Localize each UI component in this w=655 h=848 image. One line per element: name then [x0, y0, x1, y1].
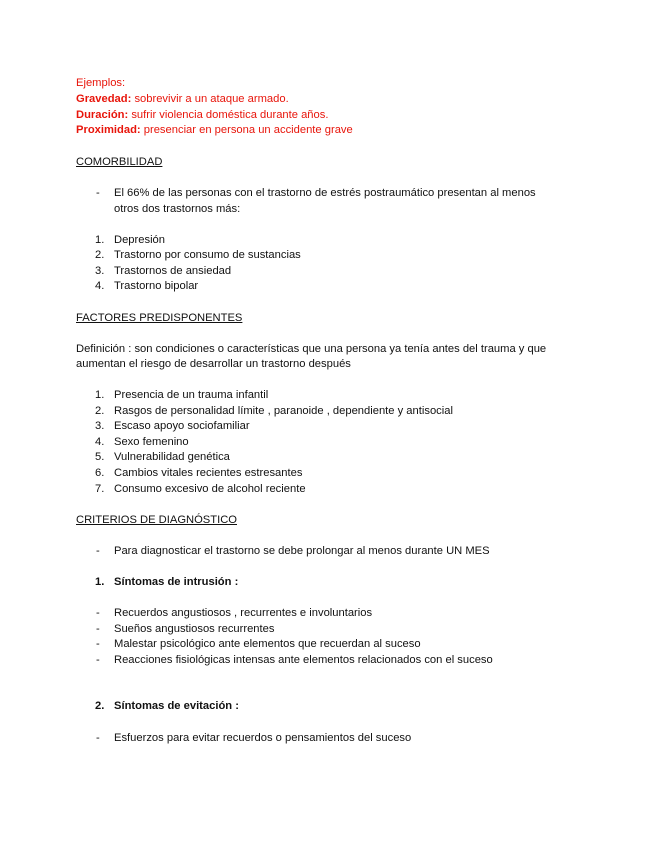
- comorbilidad-heading: COMORBILIDAD: [76, 156, 163, 168]
- criterios-heading: CRITERIOS DE DIAGNÓSTICO: [76, 514, 237, 526]
- example-gravedad: Gravedad: sobrevivir a un ataque armado.: [76, 93, 289, 105]
- document-page: Ejemplos: Gravedad: sobrevivir a un ataque armado. Duración: sufrir violencia doméstica durante años. Proximidad: presenciar en persona un accidente grave COMORBILIDAD - El 66% de las personas con el trastorno de estrés postraumático presentan al menos otros dos trastornos más: 1. Depresión 2. Trastorno por consumo de sustancias 3. Trastornos de ansiedad 4. Trastorno bipolar FACTORES PREDISPONENTES Definición : son condiciones o características que una persona ya tenía antes del trauma y que aumentan el riesgo de desarrollar un trastorno después 1. Presencia de un trauma infantil 2. Rasgos de personalidad límite , paranoide , dependiente y antisocial 3. Escaso apoyo sociofamiliar 4. Sexo femenino 5. Vulnerabilidad genética 6. Cambios vitales recientes estresantes 7. Consumo excesivo de alcohol reciente CRITERIOS DE DIAGNÓSTICO - Para diagnosticar el trastorno se debe prolongar al menos durante UN MES 1. Síntomas de intrusión : - Recuerdos angustiosos , recurrentes e involuntarios - Sueños angustiosos recurrentes - Malestar psicológico ante elementos que recuerdan al suceso - Reacciones fisiológicas intensas ante elementos relacionados con el suceso 2. Síntomas de evitación : - Esfuerzos para evitar recuerdos o pensamientos del suceso: [0, 0, 655, 848]
- factores-definition-line2: aumentan el riesgo de desarrollar un trastorno después: [76, 358, 351, 370]
- factores-heading: FACTORES PREDISPONENTES: [76, 312, 243, 324]
- example-duracion: Duración: sufrir violencia doméstica durante años.: [76, 109, 329, 121]
- factores-definition-line1: Definición : son condiciones o características que una persona ya tenía antes del trauma y que: [76, 343, 547, 355]
- examples-label: Ejemplos:: [76, 77, 126, 89]
- example-proximidad: Proximidad: presenciar en persona un accidente grave: [76, 124, 353, 136]
